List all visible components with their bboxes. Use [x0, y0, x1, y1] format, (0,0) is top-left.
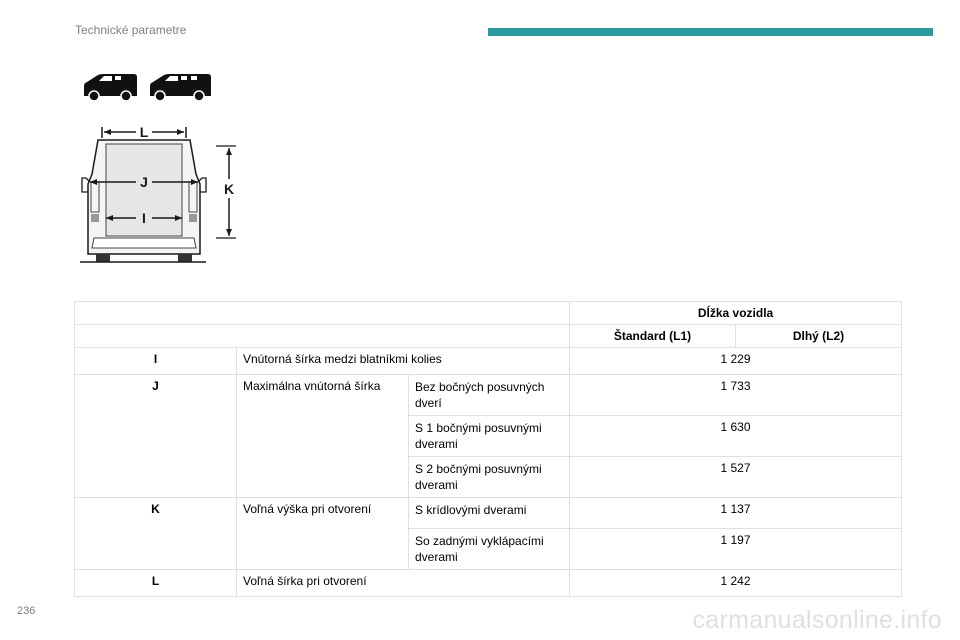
- row-variant: Bez bočných posuvných dverí: [409, 375, 570, 416]
- row-code: I: [75, 348, 237, 375]
- row-variant: S 1 bočnými posuvnými dverami: [409, 416, 570, 457]
- row-value: 1 197: [570, 529, 902, 570]
- row-code: J: [75, 375, 237, 498]
- row-value: 1 630: [570, 416, 902, 457]
- van-icons: [82, 72, 212, 104]
- watermark: carmanualsonline.info: [692, 606, 942, 634]
- row-variant: S 2 bočnými posuvnými dverami: [409, 457, 570, 498]
- row-description: Maximálna vnútorná šírka: [237, 375, 409, 498]
- table-row-j: [75, 375, 902, 416]
- row-variant: S krídlovými dverami: [409, 498, 570, 529]
- header-vehicle-length: Dĺžka vozidla: [570, 302, 902, 325]
- table-row-l: [75, 570, 902, 597]
- page-number: 236: [17, 605, 36, 617]
- van-rear-dimensions-diagram: [76, 122, 246, 270]
- row-value: 1 137: [570, 498, 902, 529]
- header-long-l2: Dlhý (L2): [736, 325, 902, 348]
- row-description: Vnútorná šírka medzi blatníkmi kolies: [237, 348, 570, 375]
- row-value: 1 229: [570, 348, 902, 375]
- label-K: K: [223, 181, 235, 197]
- van-long-icon: [150, 74, 211, 101]
- header-empty-cell: [75, 325, 570, 348]
- row-variant: So zadnými vyklápacími dverami: [409, 529, 570, 570]
- table-row-k: [75, 498, 902, 529]
- row-code: L: [75, 570, 237, 597]
- label-J: J: [140, 174, 148, 190]
- row-description: Voľná šírka pri otvorení: [237, 570, 570, 597]
- dimensions-table: [74, 301, 902, 597]
- header-empty-cell: [75, 302, 570, 325]
- section-accent-bar: [488, 28, 933, 36]
- table-header-group-row: [75, 302, 902, 325]
- row-value: 1 527: [570, 457, 902, 498]
- van-standard-icon: [84, 74, 137, 101]
- table-row-i: [75, 348, 902, 375]
- row-description: Voľná výška pri otvorení: [237, 498, 409, 570]
- label-L: L: [139, 124, 149, 140]
- label-I: I: [142, 210, 146, 226]
- row-code: K: [75, 498, 237, 570]
- header-standard-l1: Štandard (L1): [570, 325, 736, 348]
- table-header-columns-row: [75, 325, 902, 348]
- row-value: 1 242: [570, 570, 902, 597]
- section-title: Technické parametre: [75, 23, 187, 37]
- row-value: 1 733: [570, 375, 902, 416]
